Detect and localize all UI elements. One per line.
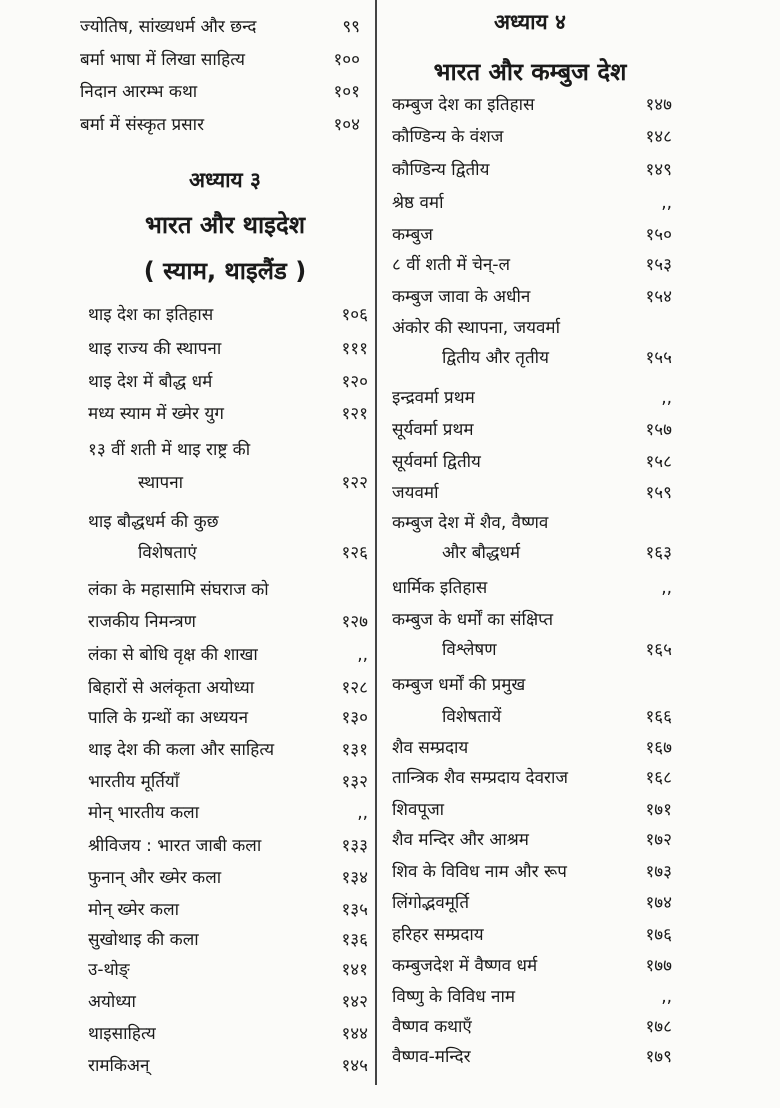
toc-entry [88,736,368,764]
toc-entry-page: १२६ [341,543,368,563]
toc-entry-title: सुखोथाइ की कला [88,930,199,950]
toc-entry-title: इन्द्रवर्मा प्रथम [392,388,475,408]
toc-entry-title: ज्योतिष, सांख्यधर्म और छन्द [80,17,257,37]
toc-entry-page: १५९ [645,483,672,503]
toc-entry [392,384,672,412]
toc-entry-page: १२२ [341,473,368,493]
toc-entry [88,368,368,396]
toc-entry [392,314,672,342]
toc-entry-page: १४५ [341,1056,368,1076]
toc-entry-title: वैष्णव-मन्दिर [392,1047,471,1067]
toc-entry-page: १५५ [645,348,672,368]
toc-entry-title: बर्मा भाषा में लिखा साहित्य [80,50,245,70]
toc-entry [88,301,368,329]
toc-entry-page: ,, [661,388,672,408]
toc-entry [88,1052,368,1080]
toc-entry [392,636,672,664]
toc-entry [392,1043,672,1071]
toc-entry-title: ८ वीं शती में चेन्-ल [392,255,511,275]
toc-entry-title: पालि के ग्रन्थों का अध्ययन [88,708,249,728]
toc-entry [88,674,368,702]
toc-entry-title: १३ वीं शती में थाइ राष्ट्र की [88,440,251,460]
toc-entry-title: रामकिअन् [88,1056,150,1076]
toc-entry-title: मध्य स्याम में ख्मेर युग [88,404,224,424]
toc-entry [80,111,360,139]
chapter-4-label: अध्याय ४ [494,10,566,34]
toc-entry [88,988,368,1016]
toc-entry-title: द्वितीय और तृतीय [442,348,549,368]
toc-entry [88,508,368,536]
toc-entry-title: कौण्डिन्य द्वितीय [392,160,490,180]
toc-entry [392,189,672,217]
toc-entry [392,983,672,1011]
toc-entry [88,896,368,924]
toc-entry-title: निदान आरम्भ कथा [80,82,198,102]
toc-entry-title: थाइ देश की कला और साहित्य [88,740,275,760]
toc-entry [392,574,672,602]
toc-entry [80,78,360,106]
toc-entry-page: १६७ [645,738,672,758]
toc-entry-page: १११ [341,339,368,359]
toc-entry-page: १०६ [341,305,368,325]
toc-entry-title: और बौद्धधर्म [442,543,521,563]
toc-entry [392,826,672,854]
toc-entry-page: १५७ [645,420,672,440]
toc-entry-page: १७७ [645,956,672,976]
toc-entry-page: ९९ [342,17,360,37]
toc-entry-title: कम्बुज जावा के अधीन [392,287,531,307]
chapter-3-label: अध्याय ३ [189,168,261,192]
toc-entry [88,864,368,892]
toc-entry [392,221,672,249]
toc-entry-title: कम्बुज धर्मों की प्रमुख [392,675,526,695]
toc-entry-title: कम्बुज देश में शैव, वैष्णव [392,513,549,533]
toc-entry-page: १५० [645,225,672,245]
toc-entry-page: १६५ [645,640,672,660]
toc-entry [88,608,368,636]
toc-entry-page: ,, [661,193,672,213]
toc-entry-page: १५४ [645,287,672,307]
toc-entry-title: तान्त्रिक शैव सम्प्रदाय देवराज [392,768,569,788]
toc-entry-title: लिंगोद्भवमूर्ति [392,893,470,913]
toc-entry-page: १२० [341,372,368,392]
toc-entry-title: श्रेष्ठ वर्मा [392,193,444,213]
toc-entry [88,704,368,732]
toc-entry [392,858,672,886]
chapter-4-title: भारत और कम्बुज देश [433,58,627,86]
toc-entry-page: ,, [661,987,672,1007]
toc-entry [392,606,672,634]
toc-entry-page: ,, [357,803,368,823]
toc-entry-page: १५३ [645,255,672,275]
toc-entry-title: राजकीय निमन्त्रण [88,612,196,632]
toc-entry-page: १४२ [341,992,368,1012]
toc-entry [392,156,672,184]
toc-entry [392,479,672,507]
toc-entry [88,832,368,860]
toc-entry-title: थाइ राज्य की स्थापना [88,339,222,359]
toc-entry [88,1020,368,1048]
toc-entry-page: १३१ [341,740,368,760]
toc-entry [80,13,360,41]
toc-entry-title: विश्लेषण [442,640,497,660]
toc-entry-page: १०० [333,50,360,70]
toc-entry-page: १२७ [341,612,368,632]
toc-entry-page: १३६ [341,930,368,950]
toc-entry [88,436,368,464]
toc-entry-page: १४७ [645,95,672,115]
toc-entry-title: उ-थोङ् [88,960,130,980]
toc-entry-page: १४९ [645,160,672,180]
toc-entry-title: सूर्यवर्मा प्रथम [392,420,474,440]
toc-entry [392,734,672,762]
toc-entry [392,764,672,792]
toc-entry [392,91,672,119]
toc-entry-page: १०१ [333,82,360,102]
toc-entry-page: १४८ [645,127,672,147]
toc-entry [80,46,360,74]
toc-entry-page: १६३ [645,543,672,563]
toc-entry [392,416,672,444]
toc-entry-title: शिव के विविध नाम और रूप [392,862,567,882]
column-divider [375,0,377,1085]
toc-entry-page: ,, [357,645,368,665]
toc-entry [88,641,368,669]
toc-entry-title: सूर्यवर्मा द्वितीय [392,452,481,472]
toc-entry-page: १३३ [341,836,368,856]
toc-entry-page: १७९ [645,1047,672,1067]
toc-entry-title: कम्बुज देश का इतिहास [392,95,535,115]
toc-entry-page: १२८ [341,678,368,698]
toc-entry [392,889,672,917]
toc-entry-title: कम्बुज [392,225,433,245]
toc-entry-page: १३४ [341,868,368,888]
toc-entry [88,576,368,604]
toc-entry-title: थाइसाहित्य [88,1024,156,1044]
toc-entry [392,921,672,949]
toc-entry [392,509,672,537]
toc-entry-title: जयवर्मा [392,483,439,503]
toc-entry-title: शैव सम्प्रदाय [392,738,469,758]
chapter-3-subtitle: ( स्याम, थाइलैंड ) [143,257,307,285]
toc-entry [392,448,672,476]
toc-entry-title: थाइ देश में बौद्ध धर्म [88,372,213,392]
toc-entry [88,539,368,567]
toc-entry [392,251,672,279]
toc-entry [88,799,368,827]
toc-entry [392,539,672,567]
toc-entry-page: १५८ [645,452,672,472]
toc-entry-title: बर्मा में संस्कृत प्रसार [80,115,205,135]
toc-entry [392,283,672,311]
toc-entry-title: वैष्णव कथाएँ [392,1017,472,1037]
toc-entry-title: लंका से बोधि वृक्ष की शाखा [88,645,258,665]
toc-entry-title: धार्मिक इतिहास [392,578,488,598]
toc-entry-title: हरिहर सम्प्रदाय [392,925,484,945]
toc-entry-title: मोन् ख्मेर कला [88,900,180,920]
toc-entry-page: ,, [661,578,672,598]
toc-entry [392,123,672,151]
chapter-3-title: भारत और थाइदेश [144,211,306,239]
toc-entry [88,926,368,954]
toc-entry-page: १७१ [645,800,672,820]
toc-entry-page: १६८ [645,768,672,788]
toc-entry-title: शैव मन्दिर और आश्रम [392,830,529,850]
toc-entry-page: १३० [341,708,368,728]
toc-entry-page: १७२ [645,830,672,850]
toc-entry-page: १७४ [645,893,672,913]
toc-entry [88,768,368,796]
toc-entry-title: विशेषताएं [138,543,197,563]
toc-entry-title: थाइ देश का इतिहास [88,305,214,325]
toc-entry-page: १०४ [333,115,360,135]
toc-entry-title: श्रीविजय : भारत जाबी कला [88,836,262,856]
toc-entry [392,1013,672,1041]
toc-entry [88,956,368,984]
toc-entry-title: कौण्डिन्य के वंशज [392,127,504,147]
toc-entry-title: लंका के महासामि संघराज को [88,580,269,600]
toc-entry-title: कम्बुजदेश में वैष्णव धर्म [392,956,538,976]
toc-entry-title: शिवपूजा [392,800,445,820]
toc-entry-title: स्थापना [138,473,184,493]
toc-entry-page: १७८ [645,1017,672,1037]
toc-entry-page: १३५ [341,900,368,920]
toc-entry-title: फुनान् और ख्मेर कला [88,868,222,888]
toc-entry-title: कम्बुज के धर्मों का संक्षिप्त [392,610,554,630]
toc-entry-page: १३२ [341,772,368,792]
toc-entry-title: विशेषतायें [442,707,502,727]
toc-entry [88,400,368,428]
toc-entry [88,469,368,497]
toc-entry-title: अयोध्या [88,992,136,1012]
toc-entry-page: १४१ [341,960,368,980]
toc-entry-page: १७३ [645,862,672,882]
toc-entry [88,335,368,363]
toc-entry-page: १६६ [645,707,672,727]
toc-entry [392,703,672,731]
toc-entry [392,952,672,980]
toc-entry-page: १४४ [341,1024,368,1044]
toc-entry-page: १२१ [341,404,368,424]
toc-entry-title: विष्णु के विविध नाम [392,987,516,1007]
toc-entry-page: १७६ [645,925,672,945]
toc-entry [392,671,672,699]
toc-entry-title: अंकोर की स्थापना, जयवर्मा [392,318,561,338]
toc-entry-title: बिहारों से अलंकृता अयोध्या [88,678,255,698]
toc-entry [392,344,672,372]
toc-entry [392,796,672,824]
toc-entry-title: भारतीय मूर्तियाँ [88,772,180,792]
toc-entry-title: मोन् भारतीय कला [88,803,200,823]
toc-entry-title: थाइ बौद्धधर्म की कुछ [88,512,219,532]
